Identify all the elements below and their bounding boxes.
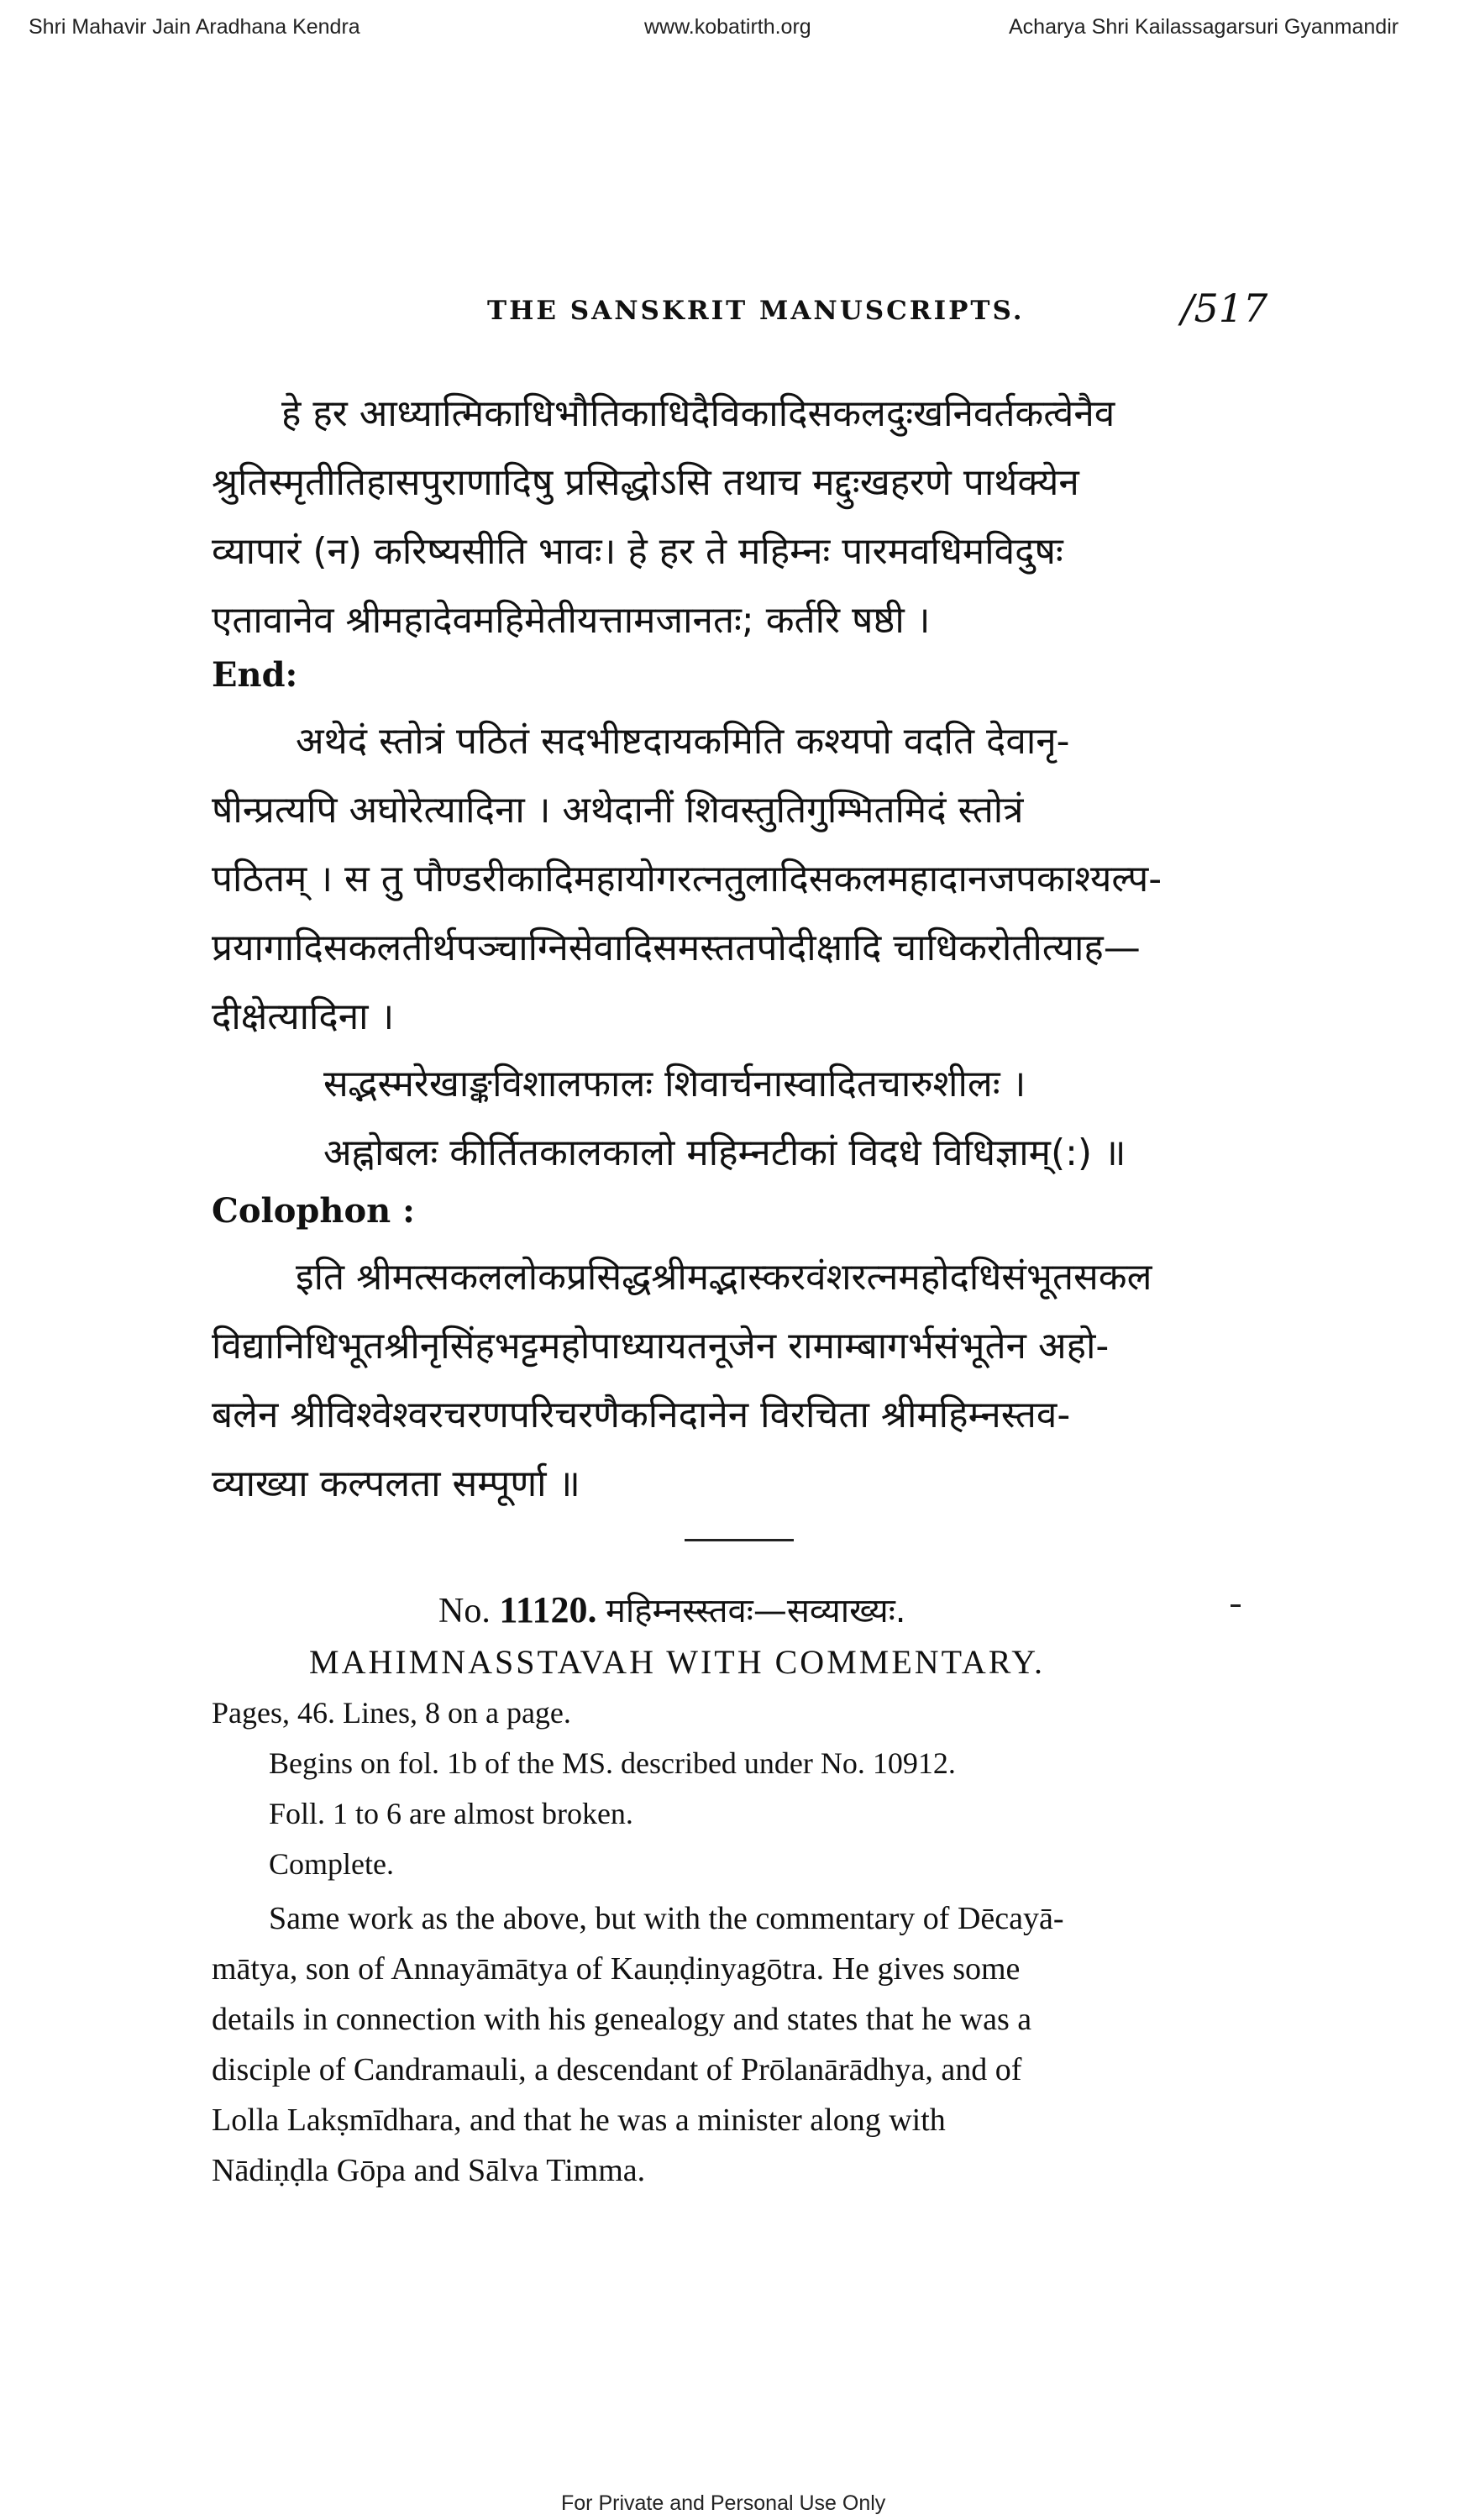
- colophon-label: Colophon :: [212, 1191, 415, 1231]
- description-line: disciple of Candramauli, a descendant of Prōlanārādhya, and of: [212, 2052, 1022, 2087]
- colophon-line: विद्यानिधिभूतश्रीनृसिंहभट्टमहोपाध्यायतनूजेन रामाम्बागर्भसंभूतेन अहो-: [212, 1325, 1110, 1368]
- description-line: Same work as the above, but with the commentary of Dēcayā-: [269, 1901, 1064, 1936]
- verse-line: अह्नोबलः कीर्तितकालकालो महिम्नटीकां विदधे विधिज्ञाम्(:) ॥: [323, 1131, 1126, 1174]
- page-number: /517: [1181, 286, 1268, 331]
- entry-foll: Foll. 1 to 6 are almost broken.: [269, 1797, 633, 1830]
- commentary-line: श्रुतिस्मृतीतिहासपुराणादिषु प्रसिद्धोऽसि तथाच मद्दुःखहरणे पार्थक्येन: [212, 461, 1079, 504]
- footer-note: For Private and Personal Use Only: [561, 2491, 886, 2515]
- description-line: Nādiṇḍla Gōpa and Sālva Timma.: [212, 2153, 646, 2188]
- end-line: अथेदं स्तोत्रं पठितं सदभीष्टदायकमिति कश्यपो वदति देवानृ-: [296, 720, 1070, 763]
- description-line: Lolla Lakṣmīdhara, and that he was a minister along with: [212, 2103, 946, 2138]
- end-line: दीक्षेत्यादिना ।: [212, 995, 395, 1038]
- description-line: mātya, son of Annayāmātya of Kauṇḍinyagōtra. He gives some: [212, 1951, 1021, 1987]
- entry-number-line: [438, 1586, 906, 1632]
- header-right: Acharya Shri Kailassagarsuri Gyanmandir: [1009, 15, 1399, 39]
- entry-number: 11120.: [499, 1589, 597, 1630]
- entry-begins: Begins on fol. 1b of the MS. described under No. 10912.: [269, 1746, 956, 1780]
- stray-mark: [1231, 1604, 1241, 1607]
- running-title: THE SANSKRIT MANUSCRIPTS.: [487, 296, 1025, 326]
- end-line: षीन्प्रत्यपि अघोरेत्यादिना । अथेदानीं शिवस्तुतिगुम्भितमिदं स्तोत्रं: [212, 789, 1024, 832]
- colophon-line: व्याख्या कल्पलता सम्पूर्णा ॥: [212, 1462, 580, 1505]
- commentary-line: हे हर आध्यात्मिकाधिभौतिकाधिदैविकादिसकलदुःखनिवर्तकत्वेनैव: [281, 392, 1115, 435]
- description-line: details in connection with his genealogy and states that he was a: [212, 2002, 1032, 2037]
- colophon-line: इति श्रीमत्सकललोकप्रसिद्धश्रीमद्भास्करवंशरत्नमहोदधिसंभूतसकल: [296, 1256, 1152, 1299]
- section-divider: [685, 1539, 794, 1541]
- commentary-line: एतावानेव श्रीमहादेवमहिमेतीयत्तामजानतः; कर्तरि षष्ठी ।: [212, 599, 931, 642]
- commentary-line: व्यापारं (न) करिष्यसीति भावः। हे हर ते महिम्नः पारमवधिमविदुषः: [212, 530, 1063, 573]
- end-label: End:: [212, 655, 298, 695]
- header-left: Shri Mahavir Jain Aradhana Kendra: [29, 15, 360, 39]
- entry-complete: Complete.: [269, 1847, 394, 1881]
- end-line: प्रयागादिसकलतीर्थपञ्चाग्निसेवादिसमस्ततपोदीक्षादि चाधिकरोतीत्याह—: [212, 927, 1141, 969]
- header-center: www.kobatirth.org: [644, 15, 811, 39]
- verse-line: सद्भस्मरेखाङ्कविशालफालः शिवार्चनास्वादितचारुशीलः ।: [323, 1063, 1026, 1105]
- entry-sanskrit-title: महिम्नस्स्तवः—सव्याख्यः.: [606, 1592, 906, 1630]
- end-line: पठितम् । स तु पौण्डरीकादिमहायोगरत्नतुलादिसकलमहादानजपकाश्यल्प-: [212, 858, 1162, 900]
- colophon-line: बलेन श्रीविश्वेश्वरचरणपरिचरणैकनिदानेन विरचिता श्रीमहिम्नस्तव-: [212, 1394, 1071, 1436]
- entry-no-prefix: No.: [438, 1592, 491, 1630]
- entry-pages: Pages, 46. Lines, 8 on a page.: [212, 1696, 571, 1730]
- entry-english-title: MAHIMNASSTAVAH WITH COMMENTARY.: [309, 1643, 1045, 1681]
